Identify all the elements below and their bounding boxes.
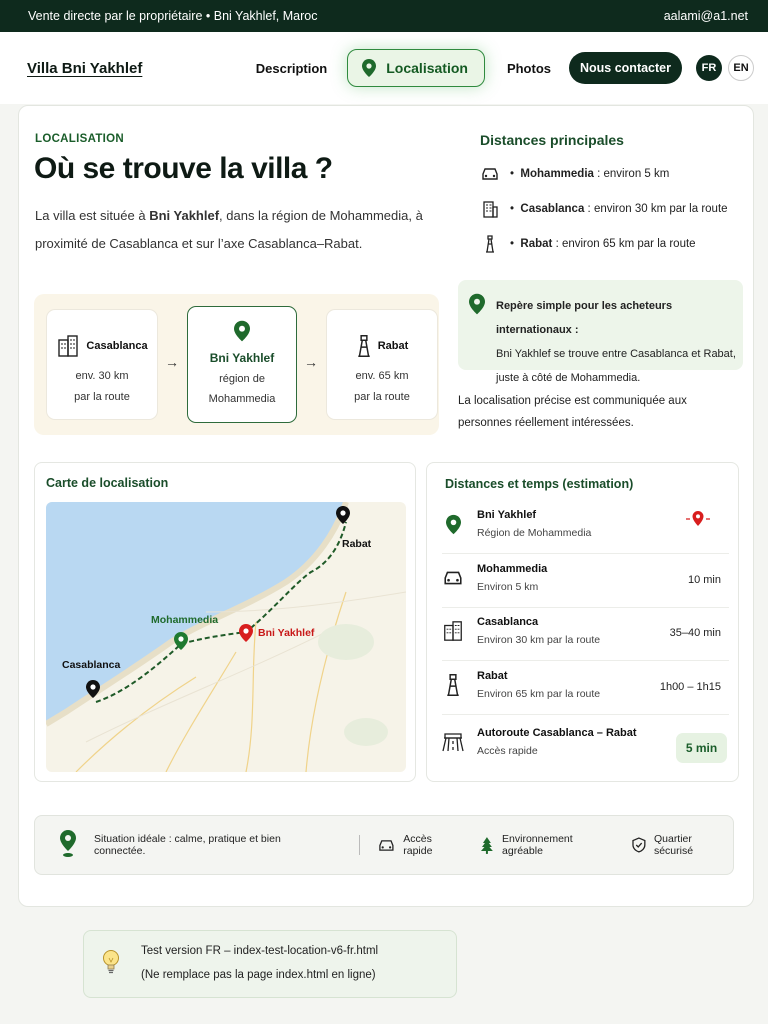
test-version-line2: (Ne remplace pas la page index.html en ligne) [141, 969, 376, 981]
nav-link-description[interactable]: Description [255, 60, 328, 76]
test-version-line1: Test version FR – index-test-location-v6-fr.html [141, 945, 379, 957]
lang-fr-button[interactable]: FR [696, 55, 722, 81]
distance-item: • Rabat : environ 65 km par la route [480, 233, 696, 255]
times-row: Bni Yakhlef Région de Mohammedia [442, 501, 729, 554]
distance-item: • Casablanca : environ 30 km par la route [480, 198, 728, 220]
pin-green-icon [442, 512, 464, 536]
pin-red-icon [683, 510, 713, 535]
location-section [18, 105, 754, 907]
times-row: Casablanca Environ 30 km par la route 35–40 min [442, 608, 729, 661]
highway-icon [442, 730, 464, 754]
brand-link[interactable]: Villa Bni Yakhlef [27, 59, 143, 77]
map-card [34, 462, 416, 782]
feature-quick-access: Accès rapide [378, 833, 463, 857]
lightbulb-icon [102, 949, 120, 977]
buyer-note [458, 280, 743, 384]
car-icon [480, 164, 500, 184]
highway-time-badge: 5 min [676, 733, 727, 763]
features-main-text: Situation idéale : calme, pratique et bien connectée. [94, 833, 281, 857]
shield-check-icon [632, 837, 646, 853]
features-strip [34, 815, 734, 875]
car-icon [378, 839, 395, 852]
route-arrow: → [304, 354, 318, 370]
route-rabat-name: Rabat [377, 340, 409, 352]
map-title: Carte de localisation [46, 476, 169, 490]
map-label-bni-yakhlef: Bni Yakhlef [258, 627, 315, 639]
location-pin-icon [234, 320, 250, 342]
car-icon [442, 566, 464, 590]
test-version-note [83, 930, 457, 998]
divider [359, 835, 360, 855]
distances-title: Distances principales [480, 132, 624, 148]
tower-icon [356, 334, 372, 358]
nav-links [256, 49, 754, 87]
contact-button[interactable]: Nous contacter [569, 52, 682, 84]
route-diagram [34, 294, 439, 435]
nav-link-localisation[interactable] [347, 49, 485, 87]
location-pin-icon [60, 830, 76, 861]
tower-icon [442, 673, 464, 697]
nav-link-localisation-label: Localisation [386, 60, 468, 76]
building-icon [56, 334, 80, 358]
top-bar-email[interactable]: aalami@a1.net [663, 9, 748, 23]
route-box-bni-yakhlef: Bni Yakhlef région de Mohammedia [187, 306, 297, 423]
nav-link-photos[interactable]: Photos [506, 60, 551, 76]
times-row: Autoroute Casablanca – Rabat Accès rapide 5 min [442, 719, 729, 772]
building-icon [442, 619, 464, 643]
building-icon [480, 199, 500, 219]
intro-place: Bni Yakhlef [149, 208, 220, 223]
buyer-note-text: Bni Yakhlef se trouve entre Casablanca et Rabat, juste à côté de Mohammedia. [496, 348, 736, 384]
route-box-rabat: Rabat env. 65 km par la route [326, 309, 438, 420]
location-pin-icon [362, 59, 376, 77]
tree-icon [480, 837, 494, 854]
distance-item: • Mohammedia : environ 5 km [480, 163, 669, 185]
times-row: Mohammedia Environ 5 km 10 min [442, 555, 729, 608]
main-nav [0, 32, 768, 104]
map-label-rabat: Rabat [342, 538, 372, 550]
page-title: Où se trouve la villa ? [34, 152, 333, 185]
route-box-casablanca: Casablanca env. 30 km par la route [46, 309, 158, 420]
intro-text: La villa est située à Bni Yakhlef, dans la région de Mohammedia, à proximité de Casablanca et sur l’axe Casablanca–Rabat. [35, 208, 423, 251]
route-casablanca-name: Casablanca [86, 340, 148, 352]
precise-location-text: La localisation précise est communiquée aux personnes réellement intéressées. [458, 395, 687, 429]
top-bar-tagline: Vente directe par le propriétaire • Bni Yakhlef, Maroc [28, 9, 318, 23]
top-bar [0, 0, 768, 32]
lang-en-button[interactable]: EN [728, 55, 754, 81]
tower-icon [480, 234, 500, 254]
feature-secure: Quartier sécurisé [632, 833, 733, 857]
times-title: Distances et temps (estimation) [445, 477, 634, 491]
location-map[interactable] [46, 502, 406, 772]
section-kicker: LOCALISATION [35, 133, 124, 145]
route-bni-name: Bni Yakhlef [209, 351, 275, 365]
times-card [426, 462, 739, 782]
map-label-casablanca: Casablanca [62, 659, 121, 671]
feature-environment: Environnement agréable [480, 833, 615, 857]
buyer-note-heading: Repère simple pour les acheteurs internationaux : [496, 300, 673, 336]
route-arrow: → [165, 354, 179, 370]
times-row: Rabat Environ 65 km par la route 1h00 – 1h15 [442, 662, 729, 715]
location-pin-icon [469, 293, 485, 315]
map-label-mohammedia: Mohammedia [151, 614, 219, 626]
